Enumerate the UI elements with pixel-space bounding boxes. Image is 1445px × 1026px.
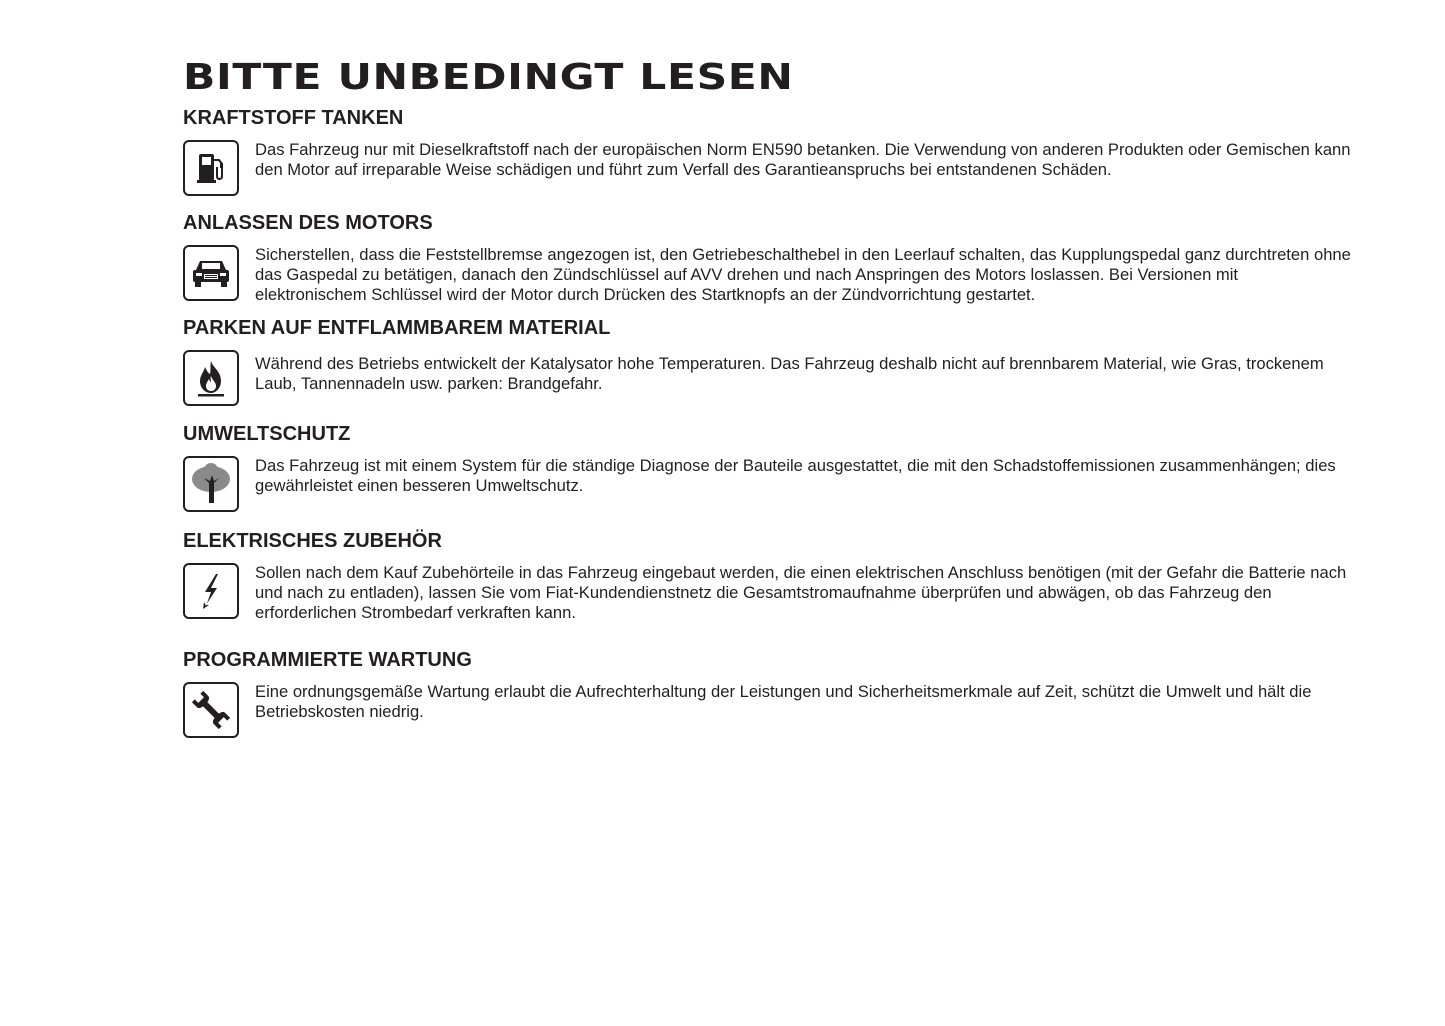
- section-kraftstoff-tanken: [183, 106, 1353, 180]
- section-programmierte-wartung: [183, 648, 1353, 722]
- section-text: Sicherstellen, dass die Feststellbremse angezogen ist, den Getriebeschalthebel in den Leerlauf schalten, das Kupplungspedal ganz durchtreten ohne das Gaspedal zu betätigen, danach den Zündschlüssel auf AVV drehen und nach Anspringen des Motors loslassen. Bei Versionen mit elektronischem Schlüssel wird der Motor durch Drücken des Startknopfs an der Zündvorrichtung gestartet.: [255, 245, 1351, 304]
- section-umweltschutz: [183, 422, 1353, 496]
- fuel-pump-icon: [183, 140, 239, 196]
- page-title: BITTE UNBEDINGT LESEN: [183, 57, 794, 98]
- section-text: Das Fahrzeug ist mit einem System für die ständige Diagnose der Bauteile ausgestattet, die mit den Schadstoffemissionen zusammenhängen; dies gewährleistet einen besseren Umweltschutz.: [255, 456, 1336, 495]
- section-heading: KRAFTSTOFF TANKEN: [183, 107, 404, 129]
- section-row: [183, 452, 1353, 496]
- flame-icon: [183, 350, 239, 406]
- tree-icon: [183, 456, 239, 512]
- section-heading: ANLASSEN DES MOTORS: [183, 212, 433, 234]
- section-heading: UMWELTSCHUTZ: [183, 423, 351, 445]
- car-icon: [183, 245, 239, 301]
- lightning-bolt-icon: [183, 563, 239, 619]
- section-row: [183, 559, 1353, 623]
- section-row: [183, 678, 1353, 722]
- section-elektrisches-zubehoer: [183, 529, 1353, 623]
- section-row: [183, 136, 1353, 180]
- section-row: [183, 346, 1353, 394]
- section-text: Das Fahrzeug nur mit Dieselkraftstoff nach der europäischen Norm EN590 betanken. Die Verwendung von anderen Produkten oder Gemischen kann den Motor auf irreparable Weise schädigen und führt zum Verfall des Garantieanspruchs bei entstandenen Schäden.: [255, 140, 1351, 179]
- page: [183, 56, 1353, 100]
- section-parken-auf-entflammbarem-material: [183, 316, 1353, 394]
- section-heading: PARKEN AUF ENTFLAMMBAREM MATERIAL: [183, 317, 611, 339]
- wrench-icon: [183, 682, 239, 738]
- section-text: Sollen nach dem Kauf Zubehörteile in das Fahrzeug eingebaut werden, die einen elektrischen Anschluss benötigen (mit der Gefahr die Batterie nach und nach zu entladen), lassen Sie vom Fiat-Kundendienstnetz die Gesamtstromaufnahme überprüfen und abwägen, ob das Fahrzeug den erforderlichen Strombedarf verkraften kann.: [255, 563, 1347, 622]
- section-row: [183, 241, 1353, 305]
- section-heading: PROGRAMMIERTE WARTUNG: [183, 649, 472, 671]
- section-heading: ELEKTRISCHES ZUBEHÖR: [183, 530, 442, 552]
- section-text: Während des Betriebs entwickelt der Katalysator hohe Temperaturen. Das Fahrzeug deshalb nicht auf brennbarem Material, wie Gras, trockenem Laub, Tannennadeln usw. parken: Brandgefahr.: [255, 354, 1324, 393]
- section-text: Eine ordnungsgemäße Wartung erlaubt die Aufrechterhaltung der Leistungen und Sicherheitsmerkmale auf Zeit, schützt die Umwelt und hält die Betriebskosten niedrig.: [255, 682, 1312, 721]
- section-anlassen-des-motors: [183, 211, 1353, 305]
